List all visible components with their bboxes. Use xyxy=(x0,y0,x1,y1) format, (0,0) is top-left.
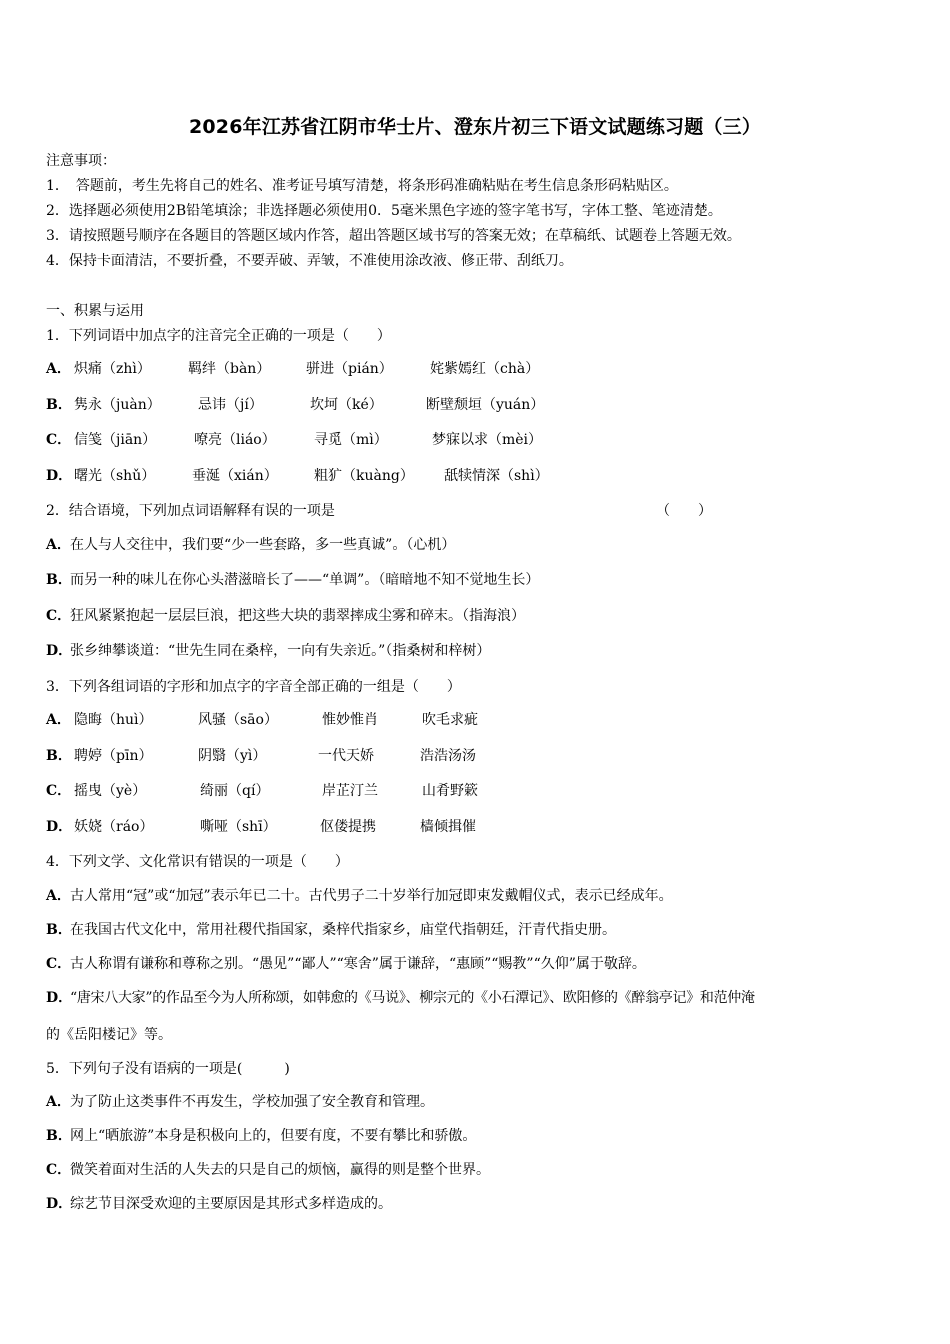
option-item: 绮丽（qí） xyxy=(200,783,270,799)
option-item: 隽永（juàn） xyxy=(74,397,161,413)
option-text: 狂风紧紧抱起一层层巨浪，把这些大块的翡翠摔成尘雾和碎末。（指海浪） xyxy=(70,608,525,624)
option-row xyxy=(46,747,70,765)
option-row xyxy=(46,1195,392,1213)
option-text: 在人与人交往中，我们要“少一些套路，多一些真诚”。（心机） xyxy=(70,537,456,553)
option-item: 舐犊情深（shì） xyxy=(444,468,549,484)
option-row xyxy=(46,431,70,449)
question-stem: 1．下列词语中加点字的注音完全正确的一项是（ ） xyxy=(46,328,391,344)
option-item: 樯倾揖催 xyxy=(420,819,476,835)
option-text: “唐宋八大家”的作品至今为人所称颂，如韩愈的《马说》、柳宗元的《小石潭记》、欧阳修的《醉翁亭记》和范仲淹 xyxy=(70,990,755,1006)
option-label: D． xyxy=(46,1196,73,1212)
option-item: 炽痛（zhì） xyxy=(74,361,151,377)
option-row xyxy=(46,1093,434,1111)
option-item: 阴翳（yì） xyxy=(198,748,267,764)
option-label: C． xyxy=(46,432,72,448)
option-item: 寻觅（mì） xyxy=(314,432,388,448)
option-label: B． xyxy=(46,572,72,588)
notice-item: 1． 答题前，考生先将自己的姓名、准考证号填写清楚，将条形码准确粘贴在考生信息条形码粘贴区。 xyxy=(46,178,678,194)
option-label: C． xyxy=(46,608,72,624)
option-text-continued: 的《岳阳楼记》等。 xyxy=(46,1027,172,1043)
option-item: 伛偻提携 xyxy=(320,819,376,835)
option-label: A． xyxy=(46,1094,71,1110)
option-label: C． xyxy=(46,1162,72,1178)
option-row xyxy=(46,921,616,939)
option-item: 忌讳（jí） xyxy=(198,397,263,413)
option-label: D． xyxy=(46,990,73,1006)
option-row xyxy=(46,989,755,1007)
option-text: 古人称谓有谦称和尊称之别。“愚见”“鄙人”“寒舍”属于谦辞，“惠顾”“赐教”“久仰”属于敬辞。 xyxy=(70,956,646,972)
section-heading: 一、积累与运用 xyxy=(46,303,144,319)
option-row xyxy=(46,887,673,905)
option-row xyxy=(46,467,73,485)
option-text: 网上“晒旅游”本身是积极向上的，但要有度，不要有攀比和骄傲。 xyxy=(70,1128,477,1144)
option-item: 羁绊（bàn） xyxy=(188,361,271,377)
question-stem: 5．下列句子没有语病的一项是( ) xyxy=(46,1061,290,1077)
option-item: 山肴野簌 xyxy=(422,783,478,799)
answer-paren: （ ） xyxy=(656,503,712,519)
option-row xyxy=(46,782,70,800)
option-item: 姹紫嫣红（chà） xyxy=(430,361,540,377)
option-item: 聘婷（pīn） xyxy=(74,748,153,764)
option-item: 骈进（pián） xyxy=(306,361,393,377)
option-row xyxy=(46,571,539,589)
option-item: 嘹亮（liáo） xyxy=(194,432,276,448)
option-text: 古人常用“冠”或“加冠”表示年已二十。古代男子二十岁举行加冠即束发戴帽仪式，表示已经成年。 xyxy=(70,888,673,904)
option-item: 吹毛求疵 xyxy=(422,712,478,728)
option-item: 断壁颓垣（yuán） xyxy=(426,397,545,413)
option-item: 摇曳（yè） xyxy=(74,783,147,799)
option-item: 妖娆（ráo） xyxy=(74,819,154,835)
option-text: 张乡绅攀谈道：“世先生同在桑梓，一向有失亲近。”（指桑树和梓树） xyxy=(70,643,491,659)
option-label: A． xyxy=(46,537,71,553)
option-row xyxy=(46,818,73,836)
notice-item: 2．选择题必须使用2B铅笔填涂；非选择题必须使用0．5毫米黑色字迹的签字笔书写，字体工整、笔迹清楚。 xyxy=(46,203,722,219)
option-row xyxy=(46,955,646,973)
option-item: 信笺（jiān） xyxy=(74,432,157,448)
option-row xyxy=(46,711,70,729)
page-title: 2026年江苏省江阴市华士片、澄东片初三下语文试题练习题（三） xyxy=(188,116,762,138)
option-row xyxy=(46,360,70,378)
option-label: D． xyxy=(46,468,73,484)
option-item: 梦寐以求（mèi） xyxy=(432,432,543,448)
option-item: 垂涎（xián） xyxy=(192,468,278,484)
option-label: B． xyxy=(46,748,72,764)
option-item: 坎坷（ké） xyxy=(310,397,383,413)
notice-item: 4．保持卡面清洁，不要折叠，不要弄破、弄皱，不准使用涂改液、修正带、刮纸刀。 xyxy=(46,253,573,269)
question-stem: 3．下列各组词语的字形和加点字的字音全部正确的一组是（ ） xyxy=(46,679,461,695)
option-row xyxy=(46,1127,476,1145)
option-item: 浩浩汤汤 xyxy=(420,748,476,764)
option-row xyxy=(46,536,455,554)
question-stem: 4．下列文学、文化常识有错误的一项是（ ） xyxy=(46,854,349,870)
option-item: 一代天娇 xyxy=(318,748,374,764)
option-label: A． xyxy=(46,361,71,377)
option-text: 微笑着面对生活的人失去的只是自己的烦恼，赢得的则是整个世界。 xyxy=(70,1162,490,1178)
option-row xyxy=(46,642,490,660)
option-item: 曙光（shǔ） xyxy=(74,468,156,484)
option-text: 综艺节目深受欢迎的主要原因是其形式多样造成的。 xyxy=(70,1196,392,1212)
notice-item: 3．请按照题号顺序在各题目的答题区域内作答，超出答题区域书写的答案无效；在草稿纸、试题卷上答题无效。 xyxy=(46,228,741,244)
option-label: D． xyxy=(46,819,73,835)
option-item: 岸芷汀兰 xyxy=(322,783,378,799)
question-stem: 2．结合语境，下列加点词语解释有误的一项是 xyxy=(46,503,335,519)
option-row xyxy=(46,607,525,625)
option-text: 为了防止这类事件不再发生，学校加强了安全教育和管理。 xyxy=(70,1094,434,1110)
option-item: 嘶哑（shī） xyxy=(200,819,277,835)
option-label: C． xyxy=(46,956,72,972)
option-item: 惟妙惟肖 xyxy=(322,712,378,728)
option-item: 粗犷（kuàng） xyxy=(314,468,414,484)
option-label: B． xyxy=(46,397,72,413)
option-label: B． xyxy=(46,922,72,938)
option-item: 隐晦（huì） xyxy=(74,712,153,728)
option-row xyxy=(46,1161,490,1179)
option-label: D． xyxy=(46,643,73,659)
option-text: 而另一种的味儿在你心头潜滋暗长了——“单调”。（暗暗地不知不觉地生长） xyxy=(70,572,540,588)
option-row xyxy=(46,396,70,414)
notice-heading: 注意事项： xyxy=(46,153,116,169)
option-text: 在我国古代文化中，常用社稷代指国家，桑梓代指家乡，庙堂代指朝廷，汗青代指史册。 xyxy=(70,922,616,938)
option-label: B． xyxy=(46,1128,72,1144)
option-label: C． xyxy=(46,783,72,799)
option-label: A． xyxy=(46,888,71,904)
option-label: A． xyxy=(46,712,71,728)
option-item: 风骚（sāo） xyxy=(198,712,278,728)
